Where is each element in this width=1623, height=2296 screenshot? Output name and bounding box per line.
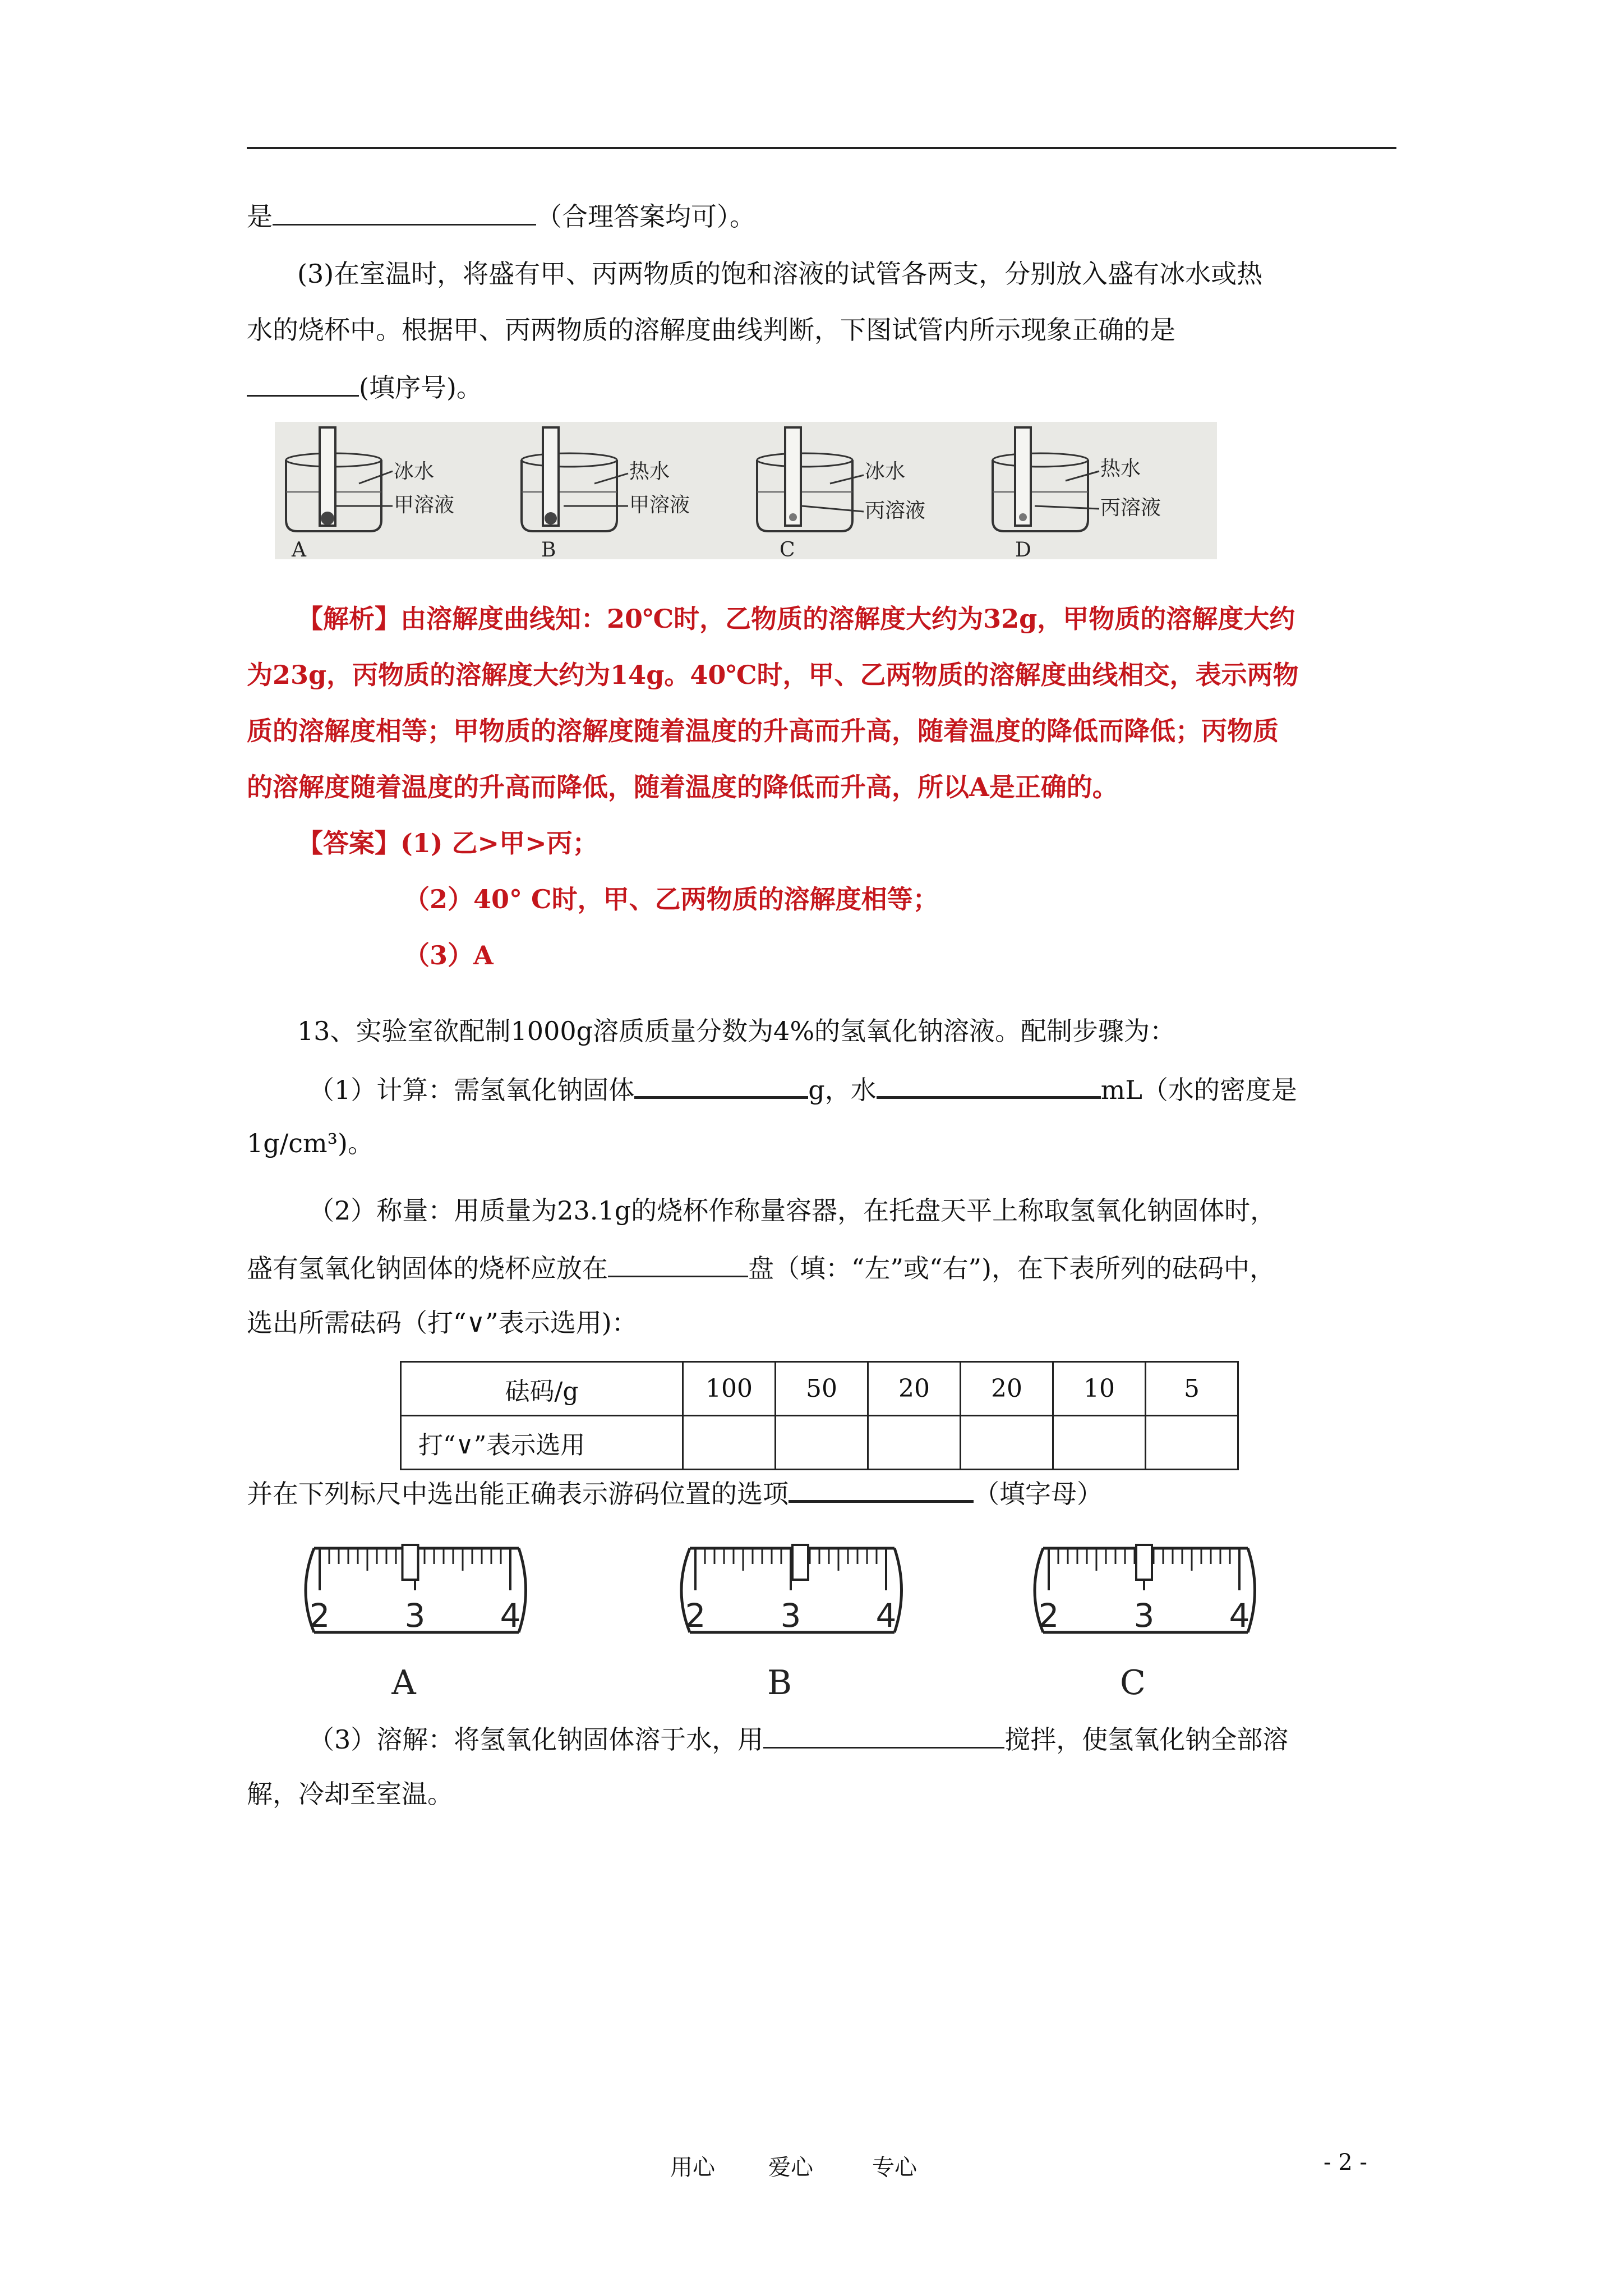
q13-step2-line2 — [247, 1251, 1275, 1284]
q13-step1-text-a: （1）计算：需氢氧化钠固体 — [308, 1075, 635, 1105]
ruler-number: 2 — [685, 1596, 706, 1635]
beaker-d-drawing — [981, 422, 1217, 559]
beaker-a-solution-label: 甲溶液 — [394, 494, 455, 517]
line1-suffix: （合理答案均可）。 — [536, 201, 755, 232]
q13-step1-text-b: g，水 — [808, 1075, 877, 1105]
ruler-letter: A — [391, 1663, 416, 1703]
pan-side-blank[interactable] — [608, 1251, 748, 1277]
ruler-figure — [292, 1537, 1301, 1722]
q13-step3-text-b: 搅拌，使氢氧化钠全部溶 — [1004, 1724, 1289, 1755]
beaker-a-drawing — [275, 422, 510, 559]
ruler-question-suffix: （填字母） — [974, 1479, 1103, 1509]
q13-step1 — [308, 1071, 1297, 1106]
q13-step2-text-a: 盛有氢氧化钠固体的烧杯应放在 — [247, 1253, 608, 1283]
analysis-line-1 — [297, 603, 1295, 634]
analysis-label: 【解析】 — [297, 604, 400, 634]
weight-select-cell[interactable] — [868, 1416, 961, 1470]
q3-line-3 — [247, 370, 482, 403]
answer-line-2: （2）40° C时，甲、乙两物质的溶解度相等； — [404, 884, 939, 914]
ruler-a — [306, 1545, 526, 1703]
analysis-text-1: 由溶解度曲线知：20℃时，乙物质的溶解度大约为32g，甲物质的溶解度大约 — [400, 604, 1295, 634]
beaker-figure — [275, 422, 1217, 559]
ruler-number: 3 — [404, 1596, 426, 1635]
ruler-number: 4 — [500, 1596, 521, 1635]
ruler-number: 4 — [1229, 1596, 1250, 1635]
ruler-number: 2 — [1038, 1596, 1059, 1635]
analysis-line-2: 为23g，丙物质的溶解度大约为14g。40℃时，甲、乙两物质的溶解度曲线相交，表示两物 — [247, 660, 1299, 690]
beaker-b-water-label: 热水 — [629, 460, 670, 483]
weight-value: 50 — [776, 1362, 868, 1416]
beaker-b-solution-label: 甲溶液 — [629, 494, 690, 517]
weight-value: 20 — [868, 1362, 961, 1416]
footer-text-1: 用心 — [670, 2155, 715, 2180]
ruler-number: 3 — [780, 1596, 801, 1635]
page-number: - 2 - — [1324, 2150, 1367, 2175]
weight-select-cell[interactable] — [1146, 1416, 1238, 1470]
q13-step3 — [308, 1722, 1288, 1755]
stir-tool-blank[interactable] — [763, 1722, 1004, 1749]
beaker-d-solution-label: 丙溶液 — [1100, 496, 1161, 519]
footer-text-3: 专心 — [872, 2155, 917, 2180]
q13-step1-cont: 1g/cm³)。 — [247, 1128, 374, 1158]
weight-select-cell[interactable] — [683, 1416, 776, 1470]
q3-answer-blank[interactable] — [247, 370, 359, 397]
weights-table — [400, 1361, 1239, 1470]
weights-select-label: 打“∨”表示选用 — [401, 1416, 683, 1470]
ruler-number: 2 — [309, 1596, 330, 1635]
ruler-question-text: 并在下列标尺中选出能正确表示游码位置的选项 — [247, 1479, 789, 1509]
ruler-c — [1035, 1545, 1255, 1703]
q13-step3-text-a: （3）溶解：将氢氧化钠固体溶于水，用 — [308, 1724, 764, 1755]
header-rule — [247, 147, 1396, 149]
ruler-number: 3 — [1133, 1596, 1155, 1635]
beaker-b-drawing — [510, 422, 746, 559]
ruler-letter: C — [1120, 1663, 1146, 1703]
weights-header-row — [401, 1362, 1238, 1416]
weight-select-cell[interactable] — [961, 1416, 1053, 1470]
weights-select-row — [401, 1416, 1238, 1470]
line1-prefix: 是 — [247, 201, 273, 232]
beaker-option-c — [746, 422, 981, 559]
q3-line-3-text: (填序号)。 — [359, 372, 482, 403]
answer-line-3: （3）A — [404, 940, 494, 970]
weight-select-cell[interactable] — [1053, 1416, 1146, 1470]
ruler-number: 4 — [875, 1596, 897, 1635]
ruler-choice-blank[interactable] — [789, 1475, 974, 1503]
water-volume-blank[interactable] — [877, 1071, 1101, 1099]
ruler-rider — [403, 1545, 418, 1580]
answer-1: (1) 乙>甲>丙； — [400, 828, 598, 858]
beaker-d-letter: D — [1015, 539, 1031, 559]
weight-value: 5 — [1146, 1362, 1238, 1416]
q13-step1-text-c: mL（水的密度是 — [1100, 1075, 1297, 1105]
beaker-option-d — [981, 422, 1217, 559]
weight-value: 100 — [683, 1362, 776, 1416]
ruler-rider — [792, 1545, 808, 1580]
answer-line-fragment — [247, 199, 755, 232]
q13-step2-line3: 选出所需砝码（打“∨”表示选用)： — [247, 1308, 638, 1338]
q3-line-1: (3)在室温时，将盛有甲、丙两物质的饱和溶液的试管各两支，分别放入盛有冰水或热 — [297, 259, 1263, 289]
q3-line-2: 水的烧杯中。根据甲、丙两物质的溶解度曲线判断，下图试管内所示现象正确的是 — [247, 315, 1175, 345]
ruler-letter: B — [767, 1663, 792, 1703]
ruler-question — [247, 1475, 1103, 1510]
beaker-c-drawing — [746, 422, 981, 559]
footer-text-2: 爱心 — [768, 2155, 813, 2180]
weight-select-cell[interactable] — [776, 1416, 868, 1470]
ruler-b — [681, 1545, 902, 1703]
answer-blank[interactable] — [273, 199, 536, 226]
weights-header-label: 砝码/g — [401, 1362, 683, 1416]
analysis-line-3: 质的溶解度相等；甲物质的溶解度随着温度的升高而升高，随着温度的降低而降低；丙物质 — [247, 716, 1279, 746]
ruler-rider — [1136, 1545, 1152, 1580]
beaker-c-water-label: 冰水 — [865, 460, 906, 483]
beaker-a-letter: A — [292, 539, 306, 559]
beaker-option-b — [510, 422, 746, 559]
beaker-a-water-label: 冰水 — [394, 460, 435, 483]
q13-intro: 13、实验室欲配制1000g溶质质量分数为4%的氢氧化钠溶液。配制步骤为： — [297, 1016, 1176, 1046]
weight-value: 10 — [1053, 1362, 1146, 1416]
weight-value: 20 — [961, 1362, 1053, 1416]
naoh-mass-blank[interactable] — [634, 1071, 808, 1099]
answer-line-1 — [297, 827, 598, 859]
answer-label: 【答案】 — [297, 828, 400, 858]
beaker-c-solution-label: 丙溶液 — [865, 499, 926, 522]
q13-step3-cont: 解，冷却至室温。 — [247, 1779, 453, 1809]
beaker-d-water-label: 热水 — [1100, 457, 1141, 480]
q13-step2-line1: （2）称量：用质量为23.1g的烧杯作称量容器，在托盘天平上称取氢氧化钠固体时， — [308, 1195, 1276, 1226]
q13-step2-text-b: 盘（填：“左”或“右”)，在下表所列的砝码中， — [748, 1253, 1276, 1283]
analysis-line-4: 的溶解度随着温度的升高而降低，随着温度的降低而升高，所以A是正确的。 — [247, 772, 1118, 802]
beaker-c-letter: C — [780, 539, 795, 559]
beaker-b-letter: B — [541, 539, 556, 559]
beaker-option-a — [275, 422, 510, 559]
